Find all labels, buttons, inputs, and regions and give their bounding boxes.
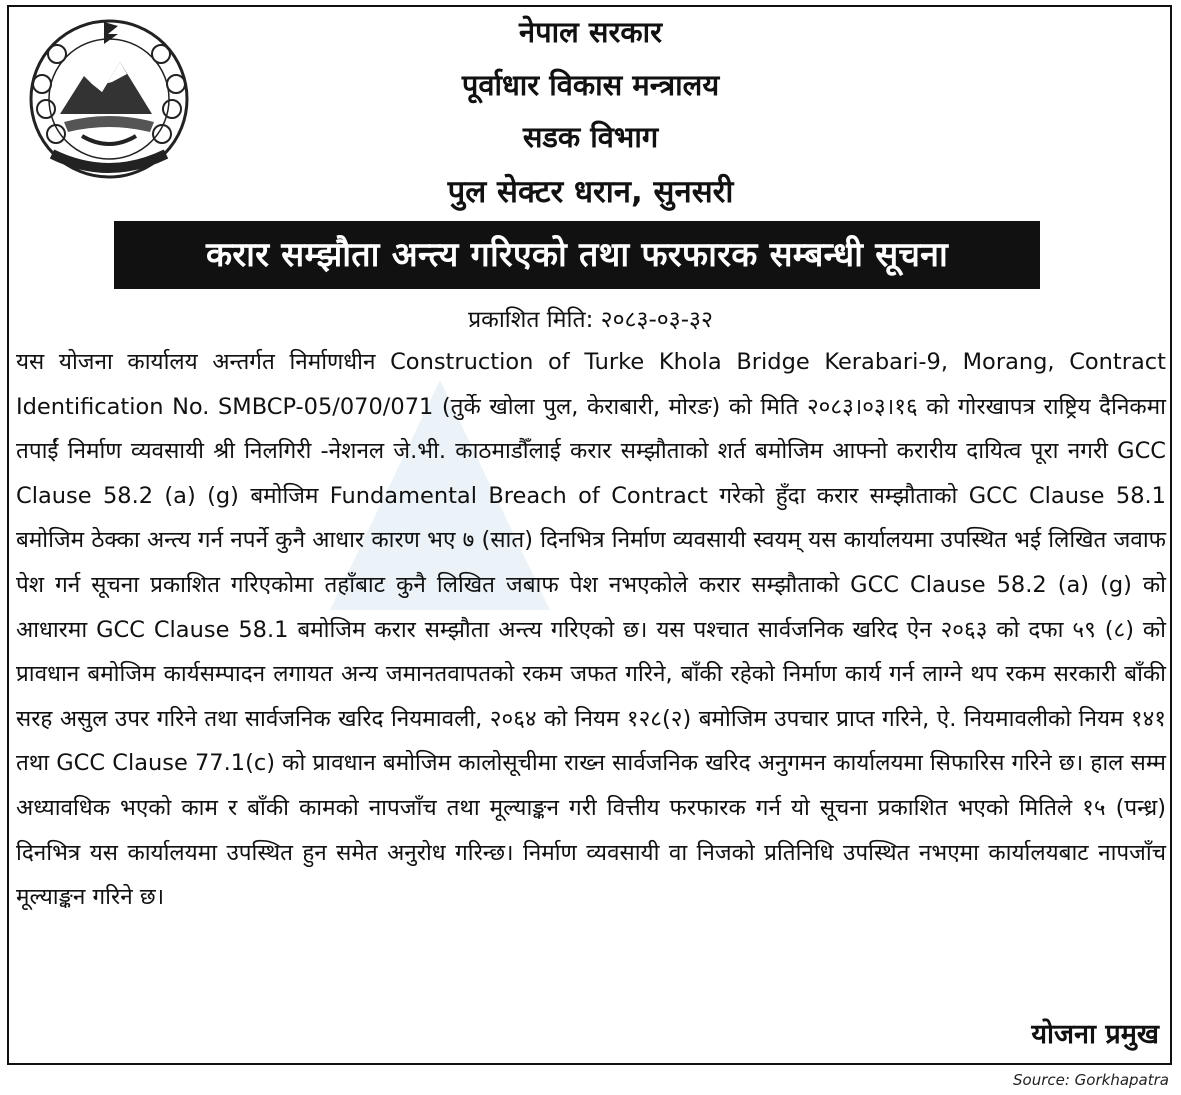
ministry-name: पूर्वाधार विकास मन्त्रालय — [461, 68, 720, 102]
department-name: सडक विभाग — [522, 120, 659, 154]
notice-title: करार सम्झौता अन्त्य गरिएको तथा फरफारक सम्बन्धी सूचना — [114, 221, 1040, 289]
notice-body: यस योजना कार्यालय अन्तर्गत निर्माणधीन Construction of Turke Khola Bridge Kerabari-9, Morang, Contract Identification No. SMBCP-05/070/071 (तुर्के खोला पुल, केराबारी, मोरङ) को मिति २०८३।०३।१६ को गोरखापत्र राष्ट्रिय दैनिकमा तपाईं निर्माण व्यवसायी श्री निलगिरी -नेशनल जे.भी. काठमाडौँलाई करार सम्झौताको शर्त बमोजिम आफ्नो करारीय दायित्व पूरा नगरी GCC Clause 58.2 (a) (g) बमोजिम Fundamental Breach of Contract गरेको हुँदा करार सम्झौताको GCC Clause 58.1 बमोजिम ठेक्का अन्त्य गर्न नपर्ने कुनै आधार कारण भए ७ (सात) दिनभित्र निर्माण व्यवसायी स्वयम् यस कार्यालयमा उपस्थित भई लिखित जवाफ पेश गर्न सूचना प्रकाशित गरिएकोमा तहाँबाट कुनै लिखित जबाफ पेश नभएकोले करार सम्झौताको GCC Clause 58.2 (a) (g) को आधारमा GCC Clause 58.1 बमोजिम करार सम्झौता अन्त्य गरिएको छ। यस पश्चात सार्वजनिक खरिद ऐन २०६३ को दफा ५९ (८) को प्रावधान बमोजिम कार्यसम्पादन लगायत अन्य जमानतवापतको रकम जफत गरिने, बाँकी रहेको निर्माण कार्य गर्न लाग्ने थप रकम सरकारी बाँकी सरह असुल उपर गरिने तथा सार्वजनिक खरिद नियमावली, २०६४ को नियम १२८(२) बमोजिम उपचार प्राप्त गरिने, ऐ. नियमावलीको नियम १४१ तथा GCC Clause 77.1(c) को प्रावधान बमोजिम कालोसूचीमा राख्न सार्वजनिक खरिद अनुगमन कार्यालयमा सिफारिस गरिने छ। हाल सम्म अध्यावधिक भएको काम र बाँकी कामको नापजाँच तथा मूल्याङ्कन गरी वित्तीय फरफारक गर्न यो सूचना प्रकाशित भएको मितिले १५ (पन्ध्र) दिनभित्र यस कार्यालयमा उपस्थित हुन समेत अनुरोध गरिन्छ। निर्माण व्यवसायी वा निजको प्रतिनिधि उपस्थित नभएमा कार्यालयबाट नापजाँच मूल्याङ्कन गरिने छ। — [16, 349, 1166, 911]
signatory-title: योजना प्रमुख — [1031, 1019, 1159, 1050]
published-date: प्रकाशित मिति: २०८३-०३-३२ — [468, 307, 713, 333]
office-name: पुल सेक्टर धरान, सुनसरी — [447, 174, 734, 210]
source-credit: Source: Gorkhapatra — [1013, 1071, 1169, 1089]
government-name: नेपाल सरकार — [519, 15, 662, 49]
